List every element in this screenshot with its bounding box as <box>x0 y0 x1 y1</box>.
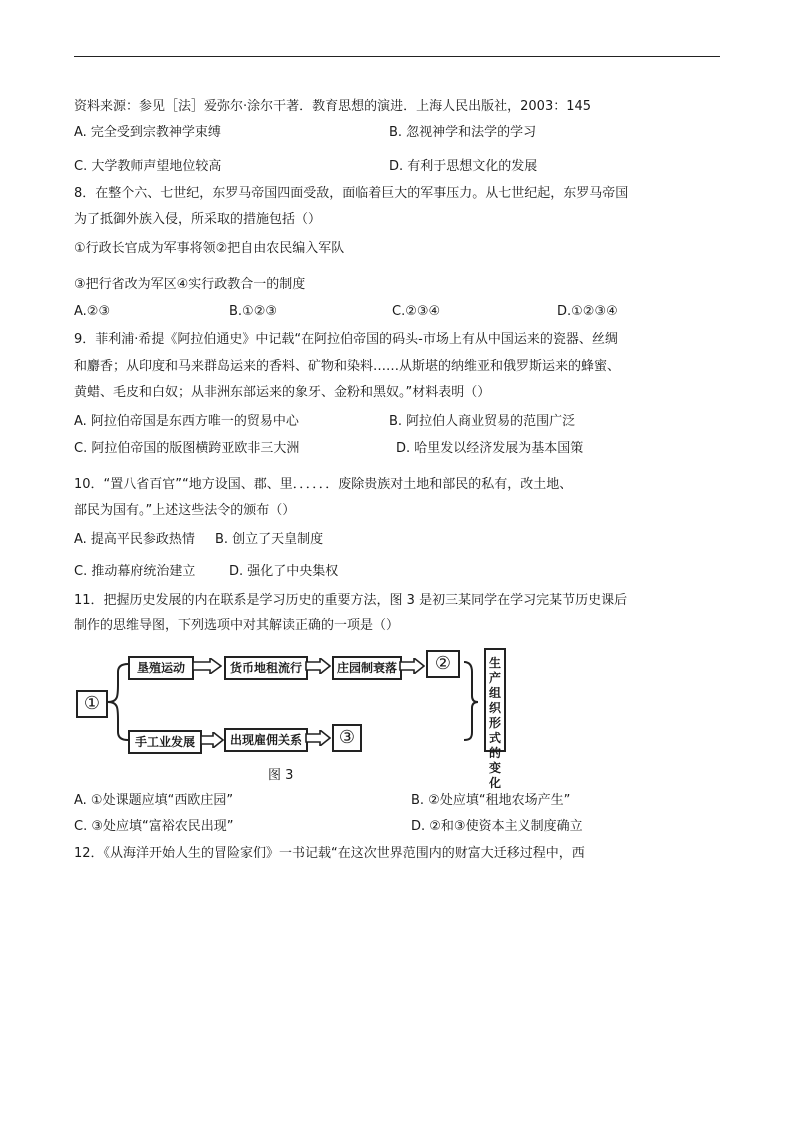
side-label-box: 生产组织形式的变化 <box>484 648 506 752</box>
arrow-right-icon <box>305 730 331 746</box>
q10-option-c: C. 推动幕府统治建立 <box>74 564 196 579</box>
q10-option-b: B. 创立了天皇制度 <box>215 532 324 547</box>
root-node: ① <box>76 690 108 718</box>
q8-option-b: B.①②③ <box>229 304 278 319</box>
node-manor-decline: 庄园制衰落 <box>332 656 402 680</box>
q9-option-a: A. 阿拉伯帝国是东西方唯一的贸易中心 <box>74 414 299 429</box>
node-hired-labor: 出现雇佣关系 <box>224 728 308 752</box>
q10-stem-line2: 部民为国有。”上述这些法令的颁布（） <box>74 503 296 518</box>
q8-option-d: D.①②③④ <box>557 304 618 319</box>
q10-option-a: A. 提高平民参政热情 <box>74 532 195 547</box>
q9-stem-line3: 黄蜡、毛皮和白奴；从非洲东部运来的象牙、金粉和黑奴。”材料表明（） <box>74 385 491 400</box>
q7-option-b: B. 忽视神学和法学的学习 <box>389 125 537 140</box>
arrow-right-icon <box>200 732 224 748</box>
q11-option-b: B. ②处应填“租地农场产生” <box>411 793 571 808</box>
node-blank-3: ③ <box>332 724 362 752</box>
source-line: 资料来源：参见［法］爱弥尔·涂尔干著．教育思想的演进．上海人民出版社，2003：145 <box>74 99 592 114</box>
q11-option-a: A. ①处课题应填“西欧庄园” <box>74 793 234 808</box>
arrow-right-icon <box>305 658 331 674</box>
q8-stem-line1: 8．在整个六、七世纪，东罗马帝国四面受敌，面临着巨大的军事压力。从七世纪起，东罗马帝国 <box>74 186 629 201</box>
q9-option-d: D. 哈里发以经济发展为基本国策 <box>396 441 584 456</box>
side-bracket <box>464 662 478 740</box>
q7-option-a: A. 完全受到宗教神学束缚 <box>74 125 221 140</box>
q7-option-c: C. 大学教师声望地位较高 <box>74 159 222 174</box>
q10-option-d: D. 强化了中央集权 <box>229 564 339 579</box>
q8-option-a: A.②③ <box>74 304 111 319</box>
q9-option-c: C. 阿拉伯帝国的版图横跨亚欧非三大洲 <box>74 441 300 456</box>
node-reclamation: 垦殖运动 <box>128 656 194 680</box>
q11-option-d: D. ②和③使资本主义制度确立 <box>411 819 583 834</box>
q9-option-b: B. 阿拉伯人商业贸易的范围广泛 <box>389 414 576 429</box>
q12-stem-line1: 12．《从海洋开始人生的冒险家们》一书记载“在这次世界范围内的财富大迁移过程中，西 <box>74 846 585 861</box>
q9-stem-line1: 9．菲利浦·希提《阿拉伯通史》中记载“在阿拉伯帝国的码头-市场上有从中国运来的瓷器、丝绸 <box>74 332 618 347</box>
branch-line-top <box>108 664 128 702</box>
q11-stem-line2: 制作的思维导图，下列选项中对其解读正确的一项是（） <box>74 618 400 633</box>
arrow-right-icon <box>192 658 222 674</box>
figure-caption: 图 3 <box>268 768 294 783</box>
q8-statement-line2: ③把行省改为军区④实行政教合一的制度 <box>74 277 306 292</box>
node-handicraft: 手工业发展 <box>128 730 202 754</box>
q11-stem-line1: 11．把握历史发展的内在联系是学习历史的重要方法，图 3 是初三某同学在学习完某节历史课后 <box>74 593 628 608</box>
q7-option-d: D. 有利于思想文化的发展 <box>389 159 538 174</box>
q9-stem-line2: 和麝香；从印度和马来群岛运来的香料、矿物和染料……从斯堪的纳维亚和俄罗斯运来的蜂蜜、 <box>74 359 621 374</box>
branch-line-bottom <box>108 702 128 740</box>
q8-statement-line1: ①行政长官成为军事将领②把自由农民编入军队 <box>74 241 345 256</box>
header-rule <box>74 56 720 57</box>
node-money-rent: 货币地租流行 <box>224 656 308 680</box>
q8-stem-line2: 为了抵御外族入侵，所采取的措施包括（） <box>74 212 322 227</box>
arrow-right-icon <box>399 658 425 674</box>
node-blank-2: ② <box>426 650 460 678</box>
q8-option-c: C.②③④ <box>392 304 441 319</box>
q11-option-c: C. ③处应填“富裕农民出现” <box>74 819 234 834</box>
q10-stem-line1: 10．“置八省百官”“地方设国、郡、里．．．．．．废除贵族对土地和部民的私有，改土地、 <box>74 477 573 492</box>
